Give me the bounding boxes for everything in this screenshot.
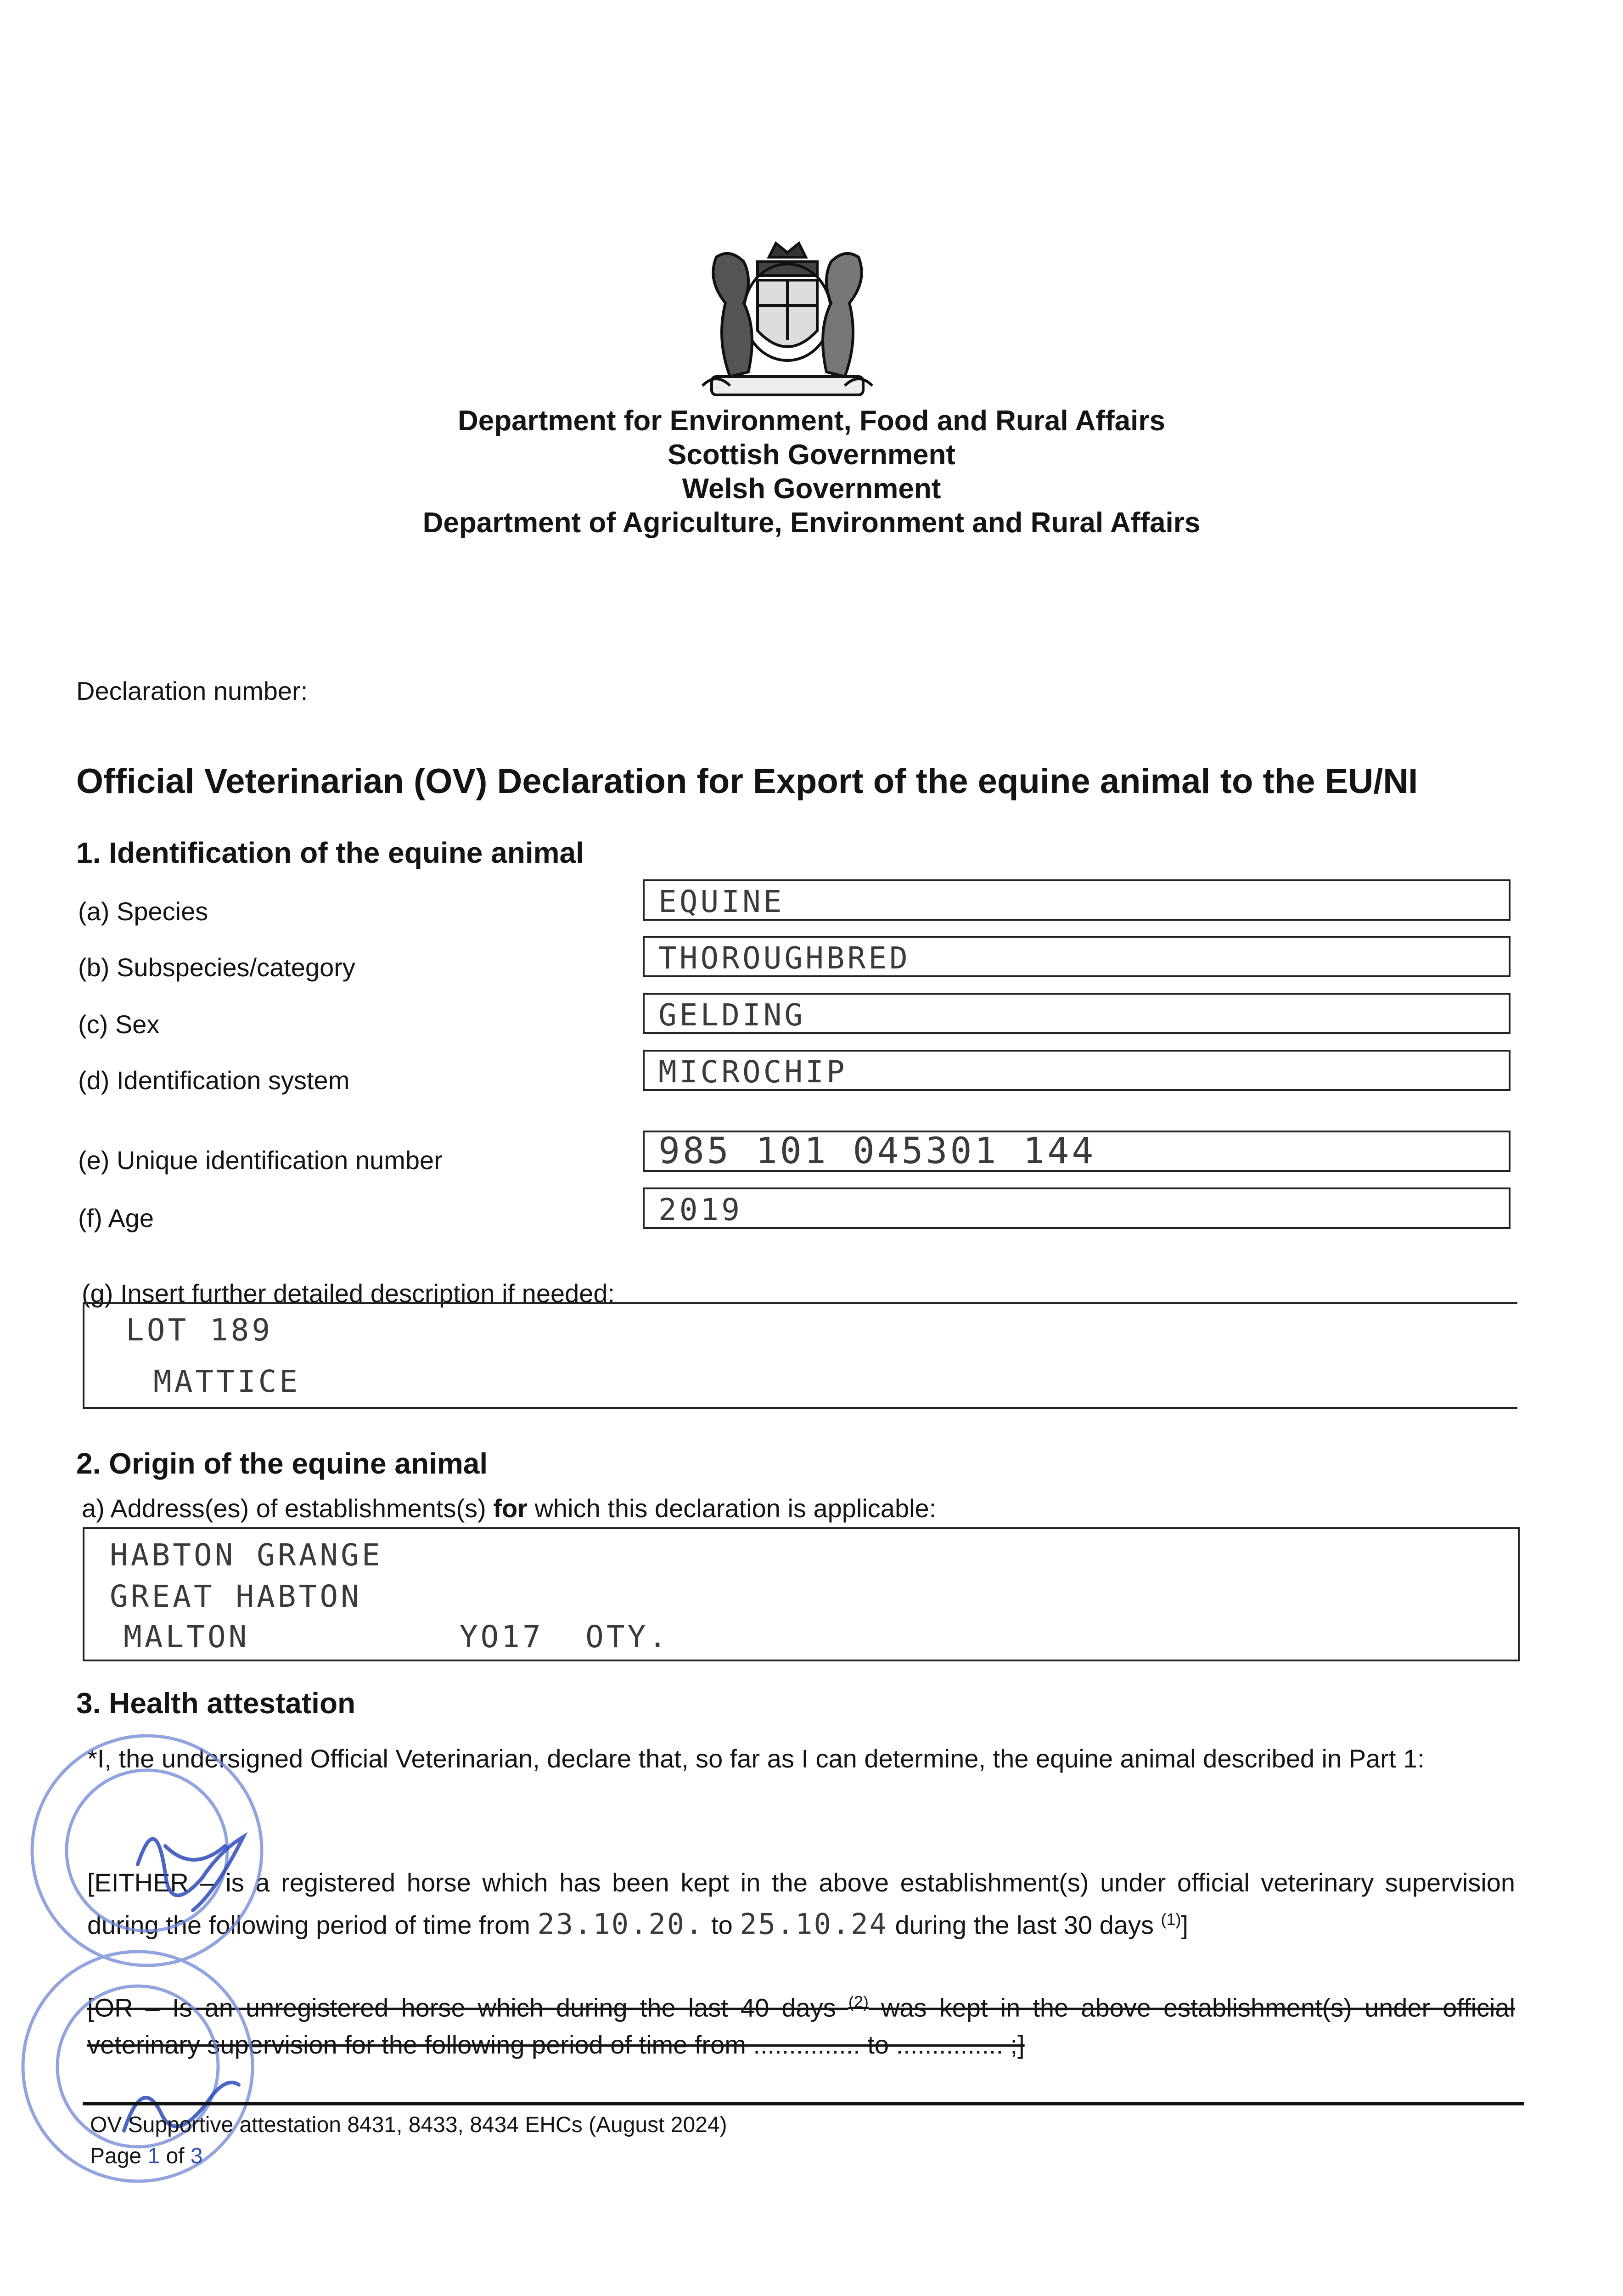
- sex-label: (c) Sex: [78, 1010, 160, 1039]
- page-title: Official Veterinarian (OV) Declaration for Export of the equine animal to the EU/NI: [76, 762, 1418, 801]
- footer-form-reference: OV Supportive attestation 8431, 8433, 8434 EHCs (August 2024): [90, 2113, 727, 2137]
- species-field[interactable]: [643, 879, 1511, 921]
- sex-value: GELDING: [658, 997, 806, 1033]
- unique-id-value: 985 101 045301 144: [658, 1131, 1096, 1172]
- unique-id-field[interactable]: [643, 1131, 1511, 1172]
- subspecies-field[interactable]: [643, 936, 1511, 977]
- address-line-3: MALTON YO17 OTY.: [124, 1619, 670, 1654]
- age-field[interactable]: [643, 1187, 1511, 1229]
- department-defra: Department for Environment, Food and Rural Affairs: [458, 405, 1165, 437]
- department-welsh-government: Welsh Government: [682, 473, 941, 505]
- sex-field[interactable]: [643, 993, 1511, 1034]
- address-line-2: GREAT HABTON: [110, 1579, 362, 1614]
- species-value: EQUINE: [658, 884, 785, 919]
- or-clause-struck: [OR – Is an unregistered horse which during the last 40 days $^{(2)}$ was kept in the above establishment(s) under official veterinary supervision for the following period of time from ............... to ............... ;]: [87, 1992, 1516, 2059]
- identification-system-field[interactable]: [643, 1050, 1511, 1091]
- department-scottish-government: Scottish Government: [668, 439, 955, 471]
- address-label: a) Address(es) of establishments(s) for which this declaration is applicable:: [82, 1494, 937, 1523]
- health-attestation-intro: *I, the undersigned Official Veterinarian, declare that, so far as I can determine, the equine animal described in Part 1:: [87, 1744, 1425, 1773]
- description-field[interactable]: [83, 1302, 1517, 1409]
- declaration-number-label: Declaration number:: [76, 676, 308, 705]
- identification-system-label: (d) Identification system: [78, 1066, 350, 1095]
- royal-coat-of-arms-icon: [684, 230, 891, 404]
- department-daera: Department of Agriculture, Environment and Rural Affairs: [422, 507, 1201, 539]
- section2-heading: 2. Origin of the equine animal: [76, 1447, 488, 1480]
- subspecies-label: (b) Subspecies/category: [78, 953, 355, 982]
- address-field[interactable]: [83, 1527, 1520, 1661]
- either-clause: [EITHER – is a registered horse which has been kept in the above establishment(s) under official veterinary supervision during the following period of time from 23.10.20. to 25.10.24 during the last 30 days $^{(1)}$]: [87, 1868, 1515, 1941]
- page-number: Page 1 of 3: [90, 2144, 203, 2168]
- footer-divider: [83, 2102, 1524, 2105]
- age-value: 2019: [658, 1192, 742, 1227]
- unique-id-label: (e) Unique identification number: [78, 1146, 443, 1175]
- section3-heading: 3. Health attestation: [76, 1687, 356, 1720]
- age-label: (f) Age: [78, 1204, 154, 1232]
- address-line-1: HABTON GRANGE: [110, 1537, 383, 1573]
- supervision-from-date: 23.10.20.: [537, 1907, 704, 1941]
- identification-system-value: MICROCHIP: [658, 1054, 848, 1090]
- description-label: (g) Insert further detailed description if needed:: [82, 1279, 615, 1308]
- description-line-1: LOT 189: [126, 1312, 273, 1348]
- species-label: (a) Species: [78, 897, 208, 926]
- supervision-to-date: 25.10.24: [740, 1907, 888, 1941]
- subspecies-value: THOROUGHBRED: [658, 940, 910, 976]
- description-line-2: MATTICE: [153, 1364, 301, 1399]
- section1-heading: 1. Identification of the equine animal: [76, 836, 584, 869]
